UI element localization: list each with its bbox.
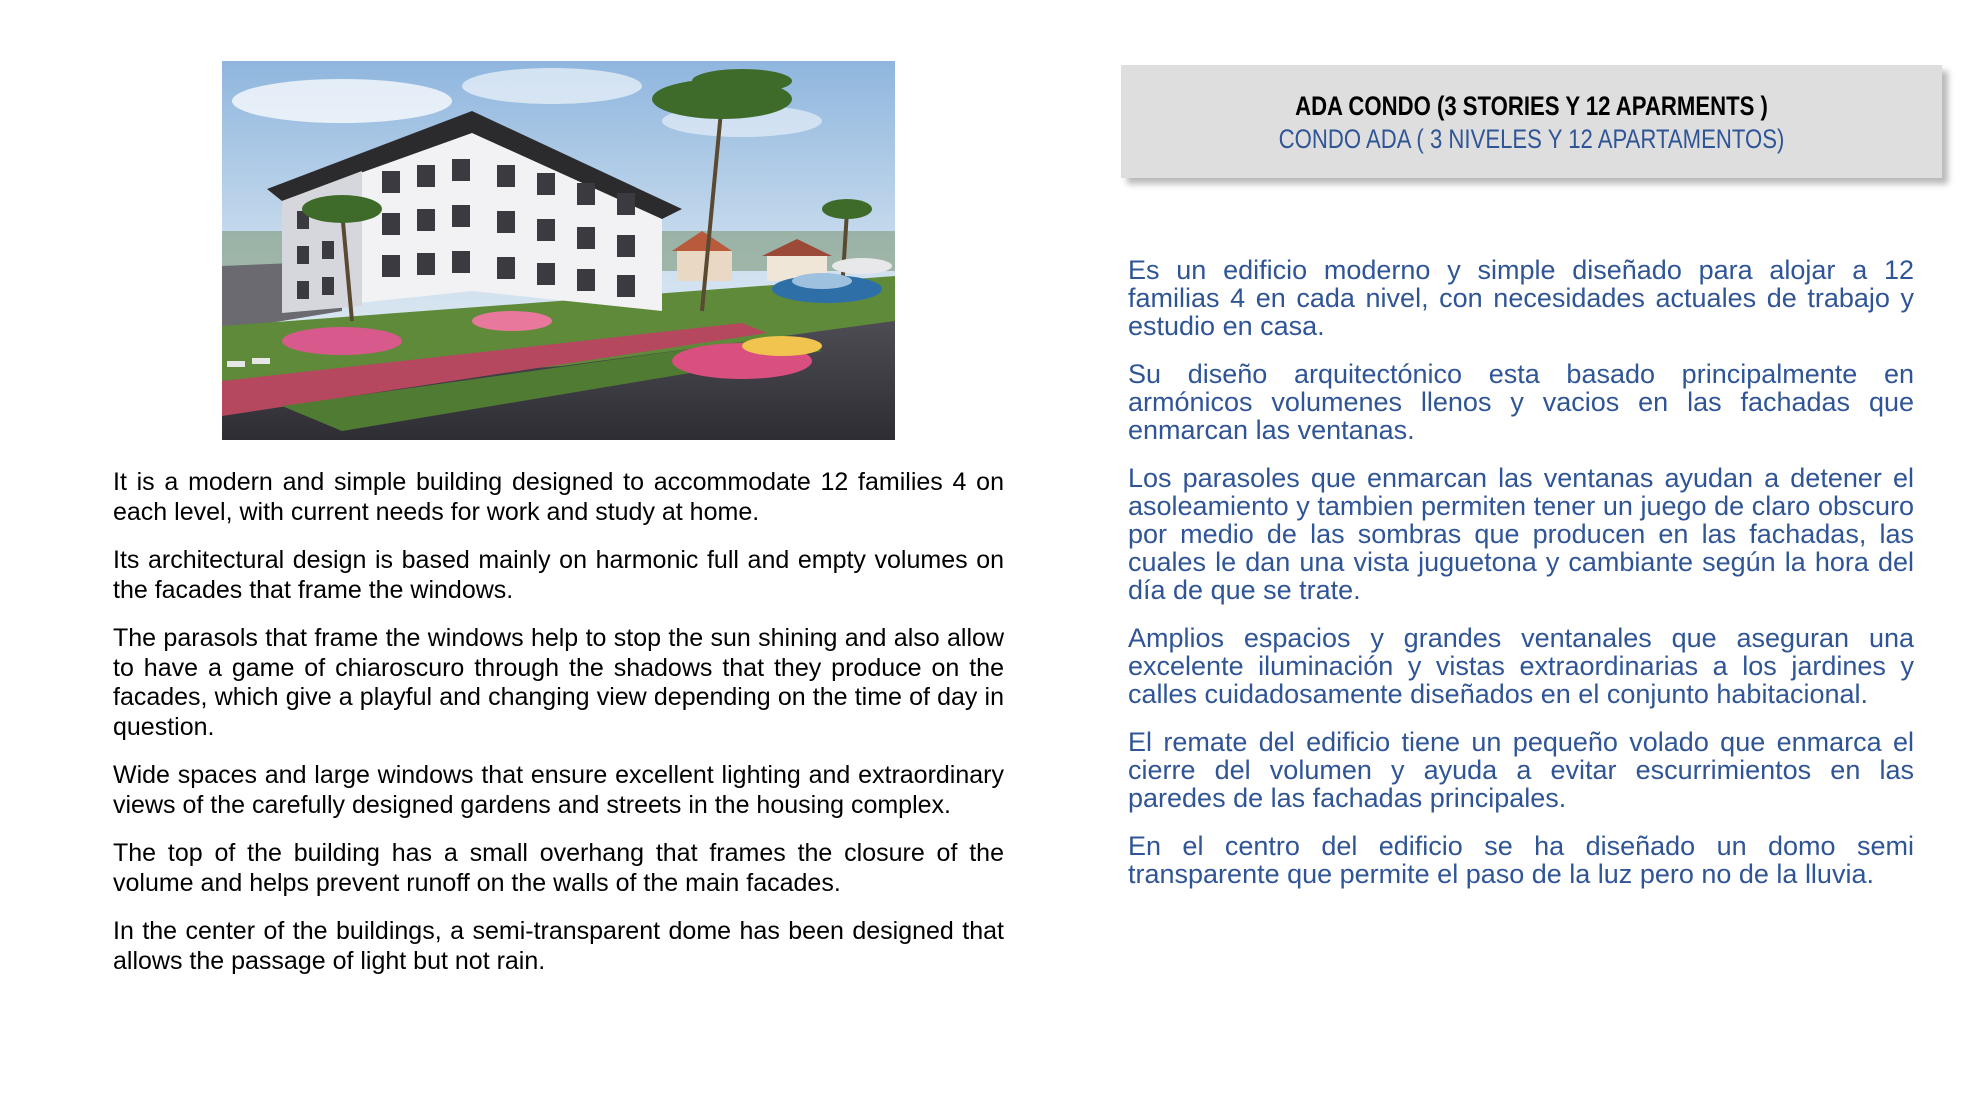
title-english: ADA CONDO (3 STORIES Y 12 APARMENTS )	[1295, 91, 1768, 121]
building-rendering-image	[222, 61, 895, 440]
spanish-paragraph-2: Su diseño arquitectónico esta basado principalmente en armónicos volumenes llenos y vacios en las fachadas que enmarcan las ventanas.	[1128, 359, 1914, 445]
english-paragraph-3: The parasols that frame the windows help to stop the sun shining and also allow to have a game of chiaroscuro through the shadows that they produce on the facades, which give a playful and changing view depending on the time of day in question.	[113, 624, 1004, 741]
title-box	[1121, 65, 1942, 178]
english-paragraph-6: In the center of the buildings, a semi-transparent dome has been designed that allows the passage of light but not rain.	[113, 917, 1004, 975]
spanish-paragraph-4: Amplios espacios y grandes ventanales que aseguran una excelente iluminación y vistas extraordinarias a los jardines y calles cuidadosamente diseñados en el conjunto habitacional.	[1128, 623, 1914, 709]
title-spanish: CONDO ADA ( 3 NIVELES Y 12 APARTAMENTOS)	[1278, 124, 1785, 154]
english-description	[113, 468, 1004, 995]
spanish-description	[1128, 256, 1914, 908]
english-paragraph-2: Its architectural design is based mainly on harmonic full and empty volumes on the facades that frame the windows.	[113, 546, 1004, 604]
english-paragraph-1: It is a modern and simple building designed to accommodate 12 families 4 on each level, with current needs for work and study at home.	[113, 468, 1004, 526]
english-paragraph-4: Wide spaces and large windows that ensure excellent lighting and extraordinary views of the carefully designed gardens and streets in the housing complex.	[113, 761, 1004, 819]
english-paragraph-5: The top of the building has a small overhang that frames the closure of the volume and helps prevent runoff on the walls of the main facades.	[113, 839, 1004, 897]
spanish-paragraph-1: Es un edificio moderno y simple diseñado para alojar a 12 familias 4 en cada nivel, con necesidades actuales de trabajo y estudio en casa.	[1128, 255, 1914, 341]
building-rendering-illustration	[222, 61, 895, 440]
spanish-paragraph-3: Los parasoles que enmarcan las ventanas ayudan a detener el asoleamiento y tambien permiten tener un juego de claro obscuro por medio de las sombras que producen en las fachadas, las cuales le dan una vista juguetona y cambiante según la hora del día de que se trate.	[1128, 463, 1914, 605]
spanish-paragraph-6: En el centro del edificio se ha diseñado un domo semi transparente que permite el paso de la luz pero no de la lluvia.	[1128, 831, 1914, 889]
spanish-paragraph-5: El remate del edificio tiene un pequeño volado que enmarca el cierre del volumen y ayuda a evitar escurrimientos en las paredes de las fachadas principales.	[1128, 727, 1914, 813]
